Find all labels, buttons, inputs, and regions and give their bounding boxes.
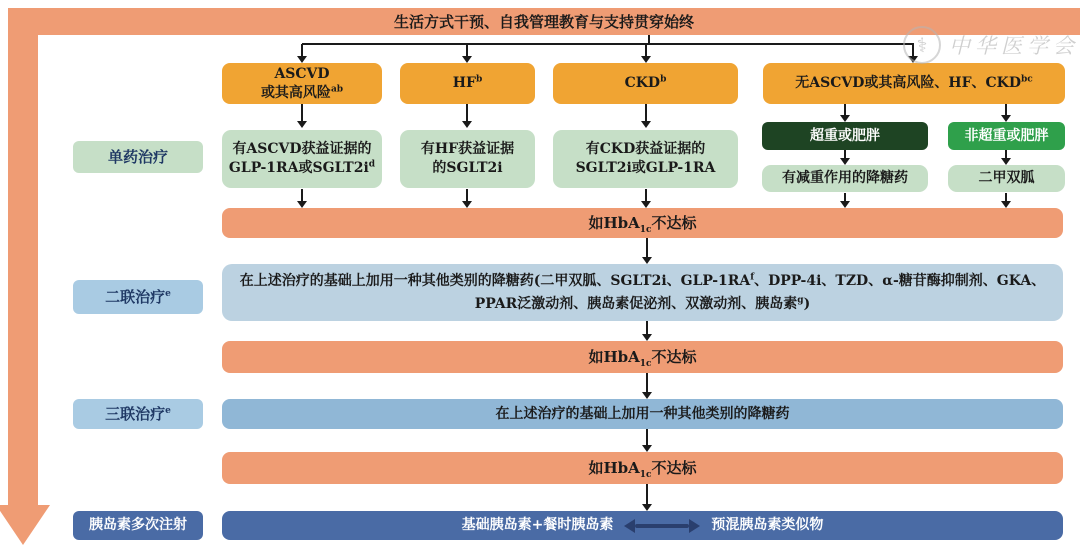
label-text: 三联治疗$^e$ — [105, 404, 171, 423]
condition-box-hf — [400, 63, 535, 104]
hba1c-text: 如HbA$_{1c}$不达标 — [588, 347, 697, 369]
box-line: CKD$^b$ — [624, 74, 667, 92]
row-label-insulin-injections: 胰岛素多次注射 — [73, 511, 203, 540]
box-line: GLP-1RA或$SGLT2i^d$ — [228, 159, 376, 176]
insulin-left-text: 基础胰岛素+餐时胰岛素 — [461, 517, 614, 534]
condition-box-ckd — [553, 63, 738, 104]
arrow-down-icon — [466, 189, 468, 201]
insulin-right-text: 预混胰岛素类似物 — [711, 517, 824, 534]
box-line: $HF^b$ — [452, 74, 483, 92]
arrow-down-icon — [301, 104, 303, 121]
overweight-box: 超重或肥胖 — [762, 122, 928, 150]
cma-logo-icon: ⚕ — [903, 26, 941, 64]
non-overweight-box: 非超重或肥胖 — [948, 122, 1065, 150]
dual-therapy-text: 在上述治疗的基础上加用一种其他类别的降糖药(二甲双胍、SGLT2i、GLP-$1RA^f$、DPP-4i、TZD、α-糖苷酶抑制剂、GKA、 PPAR泛激动剂、胰岛素促泌剂、双激动剂、胰岛素$^g$) — [239, 272, 1046, 312]
arrow-down-icon — [646, 429, 648, 445]
row-label-monotherapy: 单药治疗 — [73, 141, 203, 173]
arrow-down-icon — [466, 44, 468, 56]
hba1c-bar-2 — [222, 341, 1063, 373]
lifestyle-banner-text: 生活方式干预、自我管理教育与支持贯穿始终 — [393, 13, 694, 31]
box-line: 有CKD获益证据的 — [585, 141, 706, 158]
arrow-down-icon — [1005, 104, 1007, 115]
hba1c-bar-1 — [222, 208, 1063, 238]
watermark-text: 中华医学会 — [949, 34, 1079, 58]
arrow-down-icon — [466, 104, 468, 121]
monotherapy-box-ascvd — [222, 130, 382, 188]
hba1c-text: 如HbA$_{1c}$不达标 — [588, 458, 697, 480]
box-line: 或其高风险$^{ab}$ — [260, 83, 344, 101]
box-line: 有HF获益证据 — [420, 141, 515, 158]
triple-therapy-bar: 在上述治疗的基础上加用一种其他类别的降糖药 — [222, 399, 1063, 429]
box-line: 的SGLT2i — [432, 160, 503, 176]
monotherapy-box-hf — [400, 130, 535, 188]
arrow-down-icon — [645, 104, 647, 121]
lifestyle-arrow-shaft — [8, 8, 38, 505]
double-headed-arrow-icon — [635, 524, 689, 528]
arrow-down-icon — [301, 189, 303, 201]
box-line: SGLT2i或GLP-1RA — [575, 160, 716, 176]
box-line: 无ASCVD或其高风险、HF、$CKD^{bc}$ — [795, 74, 1033, 92]
box-line: 有ASCVD获益证据的 — [232, 141, 372, 158]
arrow-down-icon — [301, 44, 303, 56]
row-label-triple-therapy — [73, 399, 203, 429]
arrow-down-icon — [646, 373, 648, 392]
hba1c-bar-3 — [222, 452, 1063, 484]
metformin-box: 二甲双胍 — [948, 165, 1065, 192]
monotherapy-box-ckd — [553, 130, 738, 188]
lifestyle-arrow-head-icon — [0, 505, 50, 545]
connector-line — [302, 43, 914, 45]
box-line: ASCVD — [274, 65, 330, 82]
weight-loss-drug-box: 有减重作用的降糖药 — [762, 165, 928, 192]
arrow-down-icon — [646, 321, 648, 334]
dual-therapy-bar — [222, 264, 1063, 321]
arrow-down-icon — [844, 104, 846, 115]
row-label-dual-therapy — [73, 280, 203, 314]
condition-box-ascvd — [222, 63, 382, 104]
arrow-down-icon — [844, 193, 846, 201]
watermark — [903, 22, 1078, 68]
hba1c-text: 如HbA$_{1c}$不达标 — [588, 213, 697, 235]
condition-box-no-comorbidity — [763, 63, 1065, 104]
label-text: 二联治疗$^e$ — [105, 287, 171, 306]
arrow-down-icon — [1005, 150, 1007, 158]
insulin-bar — [222, 511, 1063, 540]
arrow-down-icon — [645, 189, 647, 201]
arrow-down-icon — [646, 484, 648, 504]
arrow-down-icon — [844, 150, 846, 158]
arrow-down-icon — [645, 44, 647, 56]
arrow-down-icon — [1005, 193, 1007, 201]
arrow-down-icon — [646, 238, 648, 257]
